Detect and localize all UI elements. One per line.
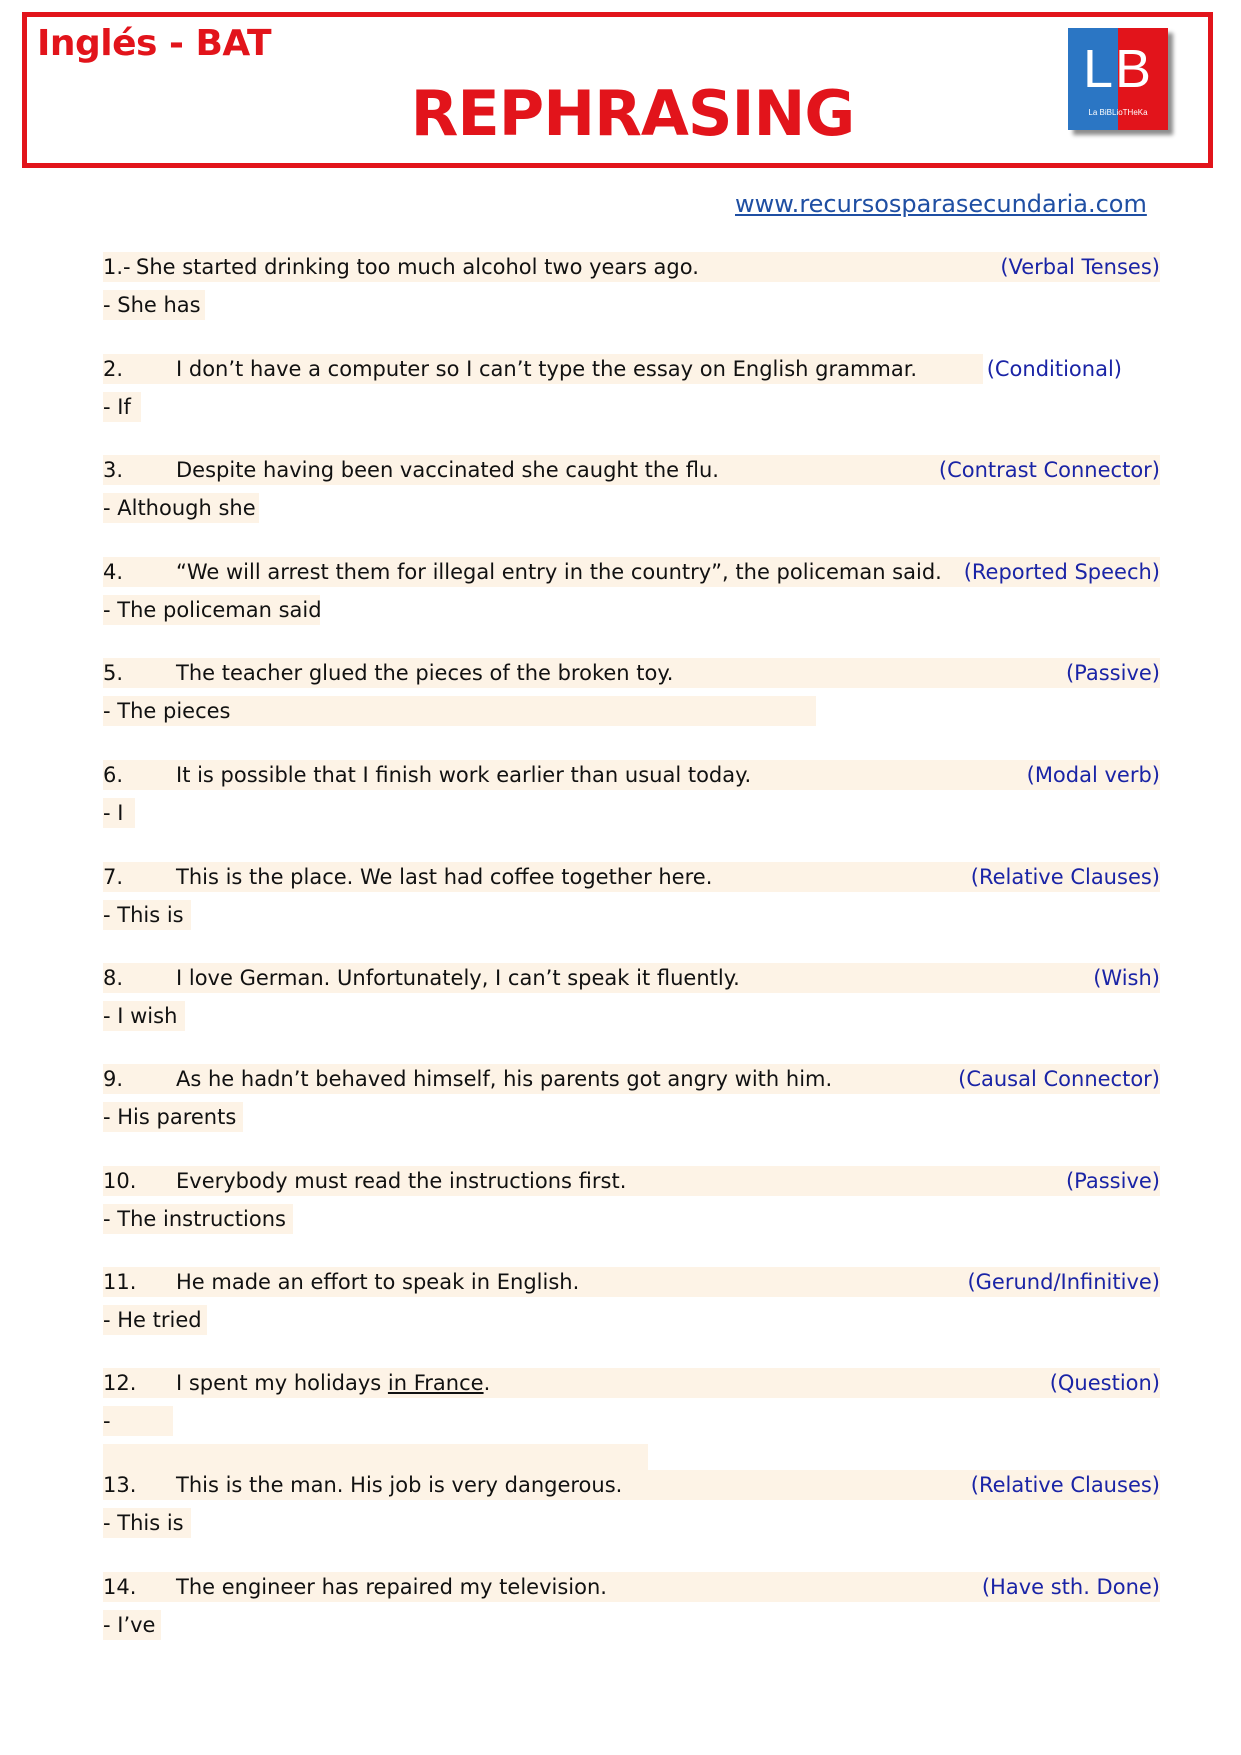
exercise-answer-prompt[interactable]: - I’ve [103, 1613, 156, 1637]
logo-caption: La BiBLioTHeKa [1088, 108, 1148, 117]
exercise-category: (Modal verb) [1026, 763, 1160, 787]
underlined-phrase: in France [387, 1371, 484, 1395]
exercise-sentence: As he hadn’t behaved himself, his parents got angry with him. [176, 1067, 833, 1091]
exercise-5 [103, 658, 1160, 726]
exercise-category: (Wish) [1093, 966, 1160, 990]
exercise-3 [103, 455, 1160, 523]
exercise-category: (Reported Speech) [963, 560, 1160, 584]
exercise-category: (Contrast Connector) [938, 458, 1160, 482]
header-box [22, 12, 1213, 168]
exercise-sentence [176, 1368, 490, 1398]
exercise-category: (Verbal Tenses) [1000, 255, 1160, 279]
exercise-11 [103, 1267, 1160, 1335]
exercise-sentence: She started drinking too much alcohol two years ago. [136, 255, 699, 279]
exercise-sentence: The teacher glued the pieces of the broken toy. [176, 661, 674, 685]
exercise-13 [103, 1470, 1160, 1538]
sentence-part: . [483, 1371, 491, 1395]
exercise-category: (Relative Clauses) [970, 865, 1160, 889]
website-link[interactable]: www.recursosparasecundaria.com [735, 190, 1147, 218]
exercise-sentence: “We will arrest them for illegal entry in the country”, the policeman said. [176, 560, 942, 584]
exercise-sentence: This is the place. We last had coffee together here. [176, 865, 713, 889]
exercise-sentence: I don’t have a computer so I can’t type the essay on English grammar. [176, 357, 918, 381]
exercise-number: 11. [103, 1270, 137, 1294]
exercise-answer-prompt[interactable]: - She has [103, 293, 201, 317]
exercise-number: 3. [103, 458, 124, 482]
exercise-category: (Causal Connector) [958, 1067, 1160, 1091]
subject-label: Inglés - BAT [37, 23, 272, 64]
exercise-number: 14. [103, 1575, 137, 1599]
page-title: REPHRASING [410, 77, 855, 150]
exercise-sentence: The engineer has repaired my television. [176, 1575, 607, 1599]
exercise-category: (Have sth. Done) [981, 1575, 1160, 1599]
exercise-number: 4. [103, 560, 124, 584]
sentence-part: I spent my holidays [176, 1371, 388, 1395]
exercise-answer-prompt[interactable]: - If [103, 395, 131, 419]
exercise-12 [103, 1368, 1160, 1436]
exercise-answer-prompt[interactable]: - Although she [103, 496, 256, 520]
exercise-category: (Passive) [1065, 1169, 1160, 1193]
exercise-number: 1.- [103, 255, 131, 279]
logo-letters: LB [1082, 39, 1154, 99]
exercise-number: 13. [103, 1473, 137, 1497]
exercise-9 [103, 1064, 1160, 1132]
exercise-sentence: Despite having been vaccinated she caught the flu. [176, 458, 719, 482]
exercise-answer-prompt[interactable]: - I wish [103, 1004, 178, 1028]
exercise-6 [103, 760, 1160, 828]
exercise-sentence: Everybody must read the instructions first. [176, 1169, 627, 1193]
exercise-number: 9. [103, 1067, 124, 1091]
exercise-sentence: I love German. Unfortunately, I can’t speak it fluently. [176, 966, 740, 990]
exercise-answer-prompt[interactable]: - The policeman said [103, 598, 322, 622]
exercise-8 [103, 963, 1160, 1031]
exercise-1 [103, 252, 1160, 320]
exercise-answer-prompt[interactable]: - The instructions [103, 1207, 286, 1231]
exercise-number: 8. [103, 966, 124, 990]
exercise-answer-prompt[interactable]: - His parents [103, 1105, 237, 1129]
exercise-category: (Question) [1049, 1371, 1160, 1395]
exercise-number: 2. [103, 357, 124, 381]
exercise-number: 10. [103, 1169, 137, 1193]
exercise-sentence: He made an effort to speak in English. [176, 1270, 580, 1294]
exercise-answer-prompt[interactable]: - This is [103, 1511, 184, 1535]
exercise-4 [103, 557, 1160, 625]
exercise-10 [103, 1166, 1160, 1234]
exercise-sentence: It is possible that I finish work earlier than usual today. [176, 763, 752, 787]
exercise-2 [103, 354, 1160, 422]
exercise-category: (Gerund/Infinitive) [967, 1270, 1160, 1294]
exercise-number: 12. [103, 1371, 137, 1395]
exercise-number: 7. [103, 865, 124, 889]
exercise-answer-prompt[interactable]: - This is [103, 903, 184, 927]
exercise-category: (Relative Clauses) [970, 1473, 1160, 1497]
exercise-answer-prompt[interactable]: - He tried [103, 1308, 202, 1332]
exercise-number: 6. [103, 763, 124, 787]
logo [1068, 28, 1168, 130]
exercise-answer-prompt[interactable]: - The pieces [103, 699, 231, 723]
exercise-category: (Conditional) [986, 357, 1122, 381]
exercise-number: 5. [103, 661, 124, 685]
exercise-answer-prompt[interactable]: - [103, 1409, 111, 1433]
exercise-14 [103, 1572, 1160, 1640]
exercise-7 [103, 862, 1160, 930]
exercise-answer-prompt[interactable]: - I [103, 801, 124, 825]
exercise-category: (Passive) [1065, 661, 1160, 685]
exercise-sentence: This is the man. His job is very dangerous. [176, 1473, 623, 1497]
